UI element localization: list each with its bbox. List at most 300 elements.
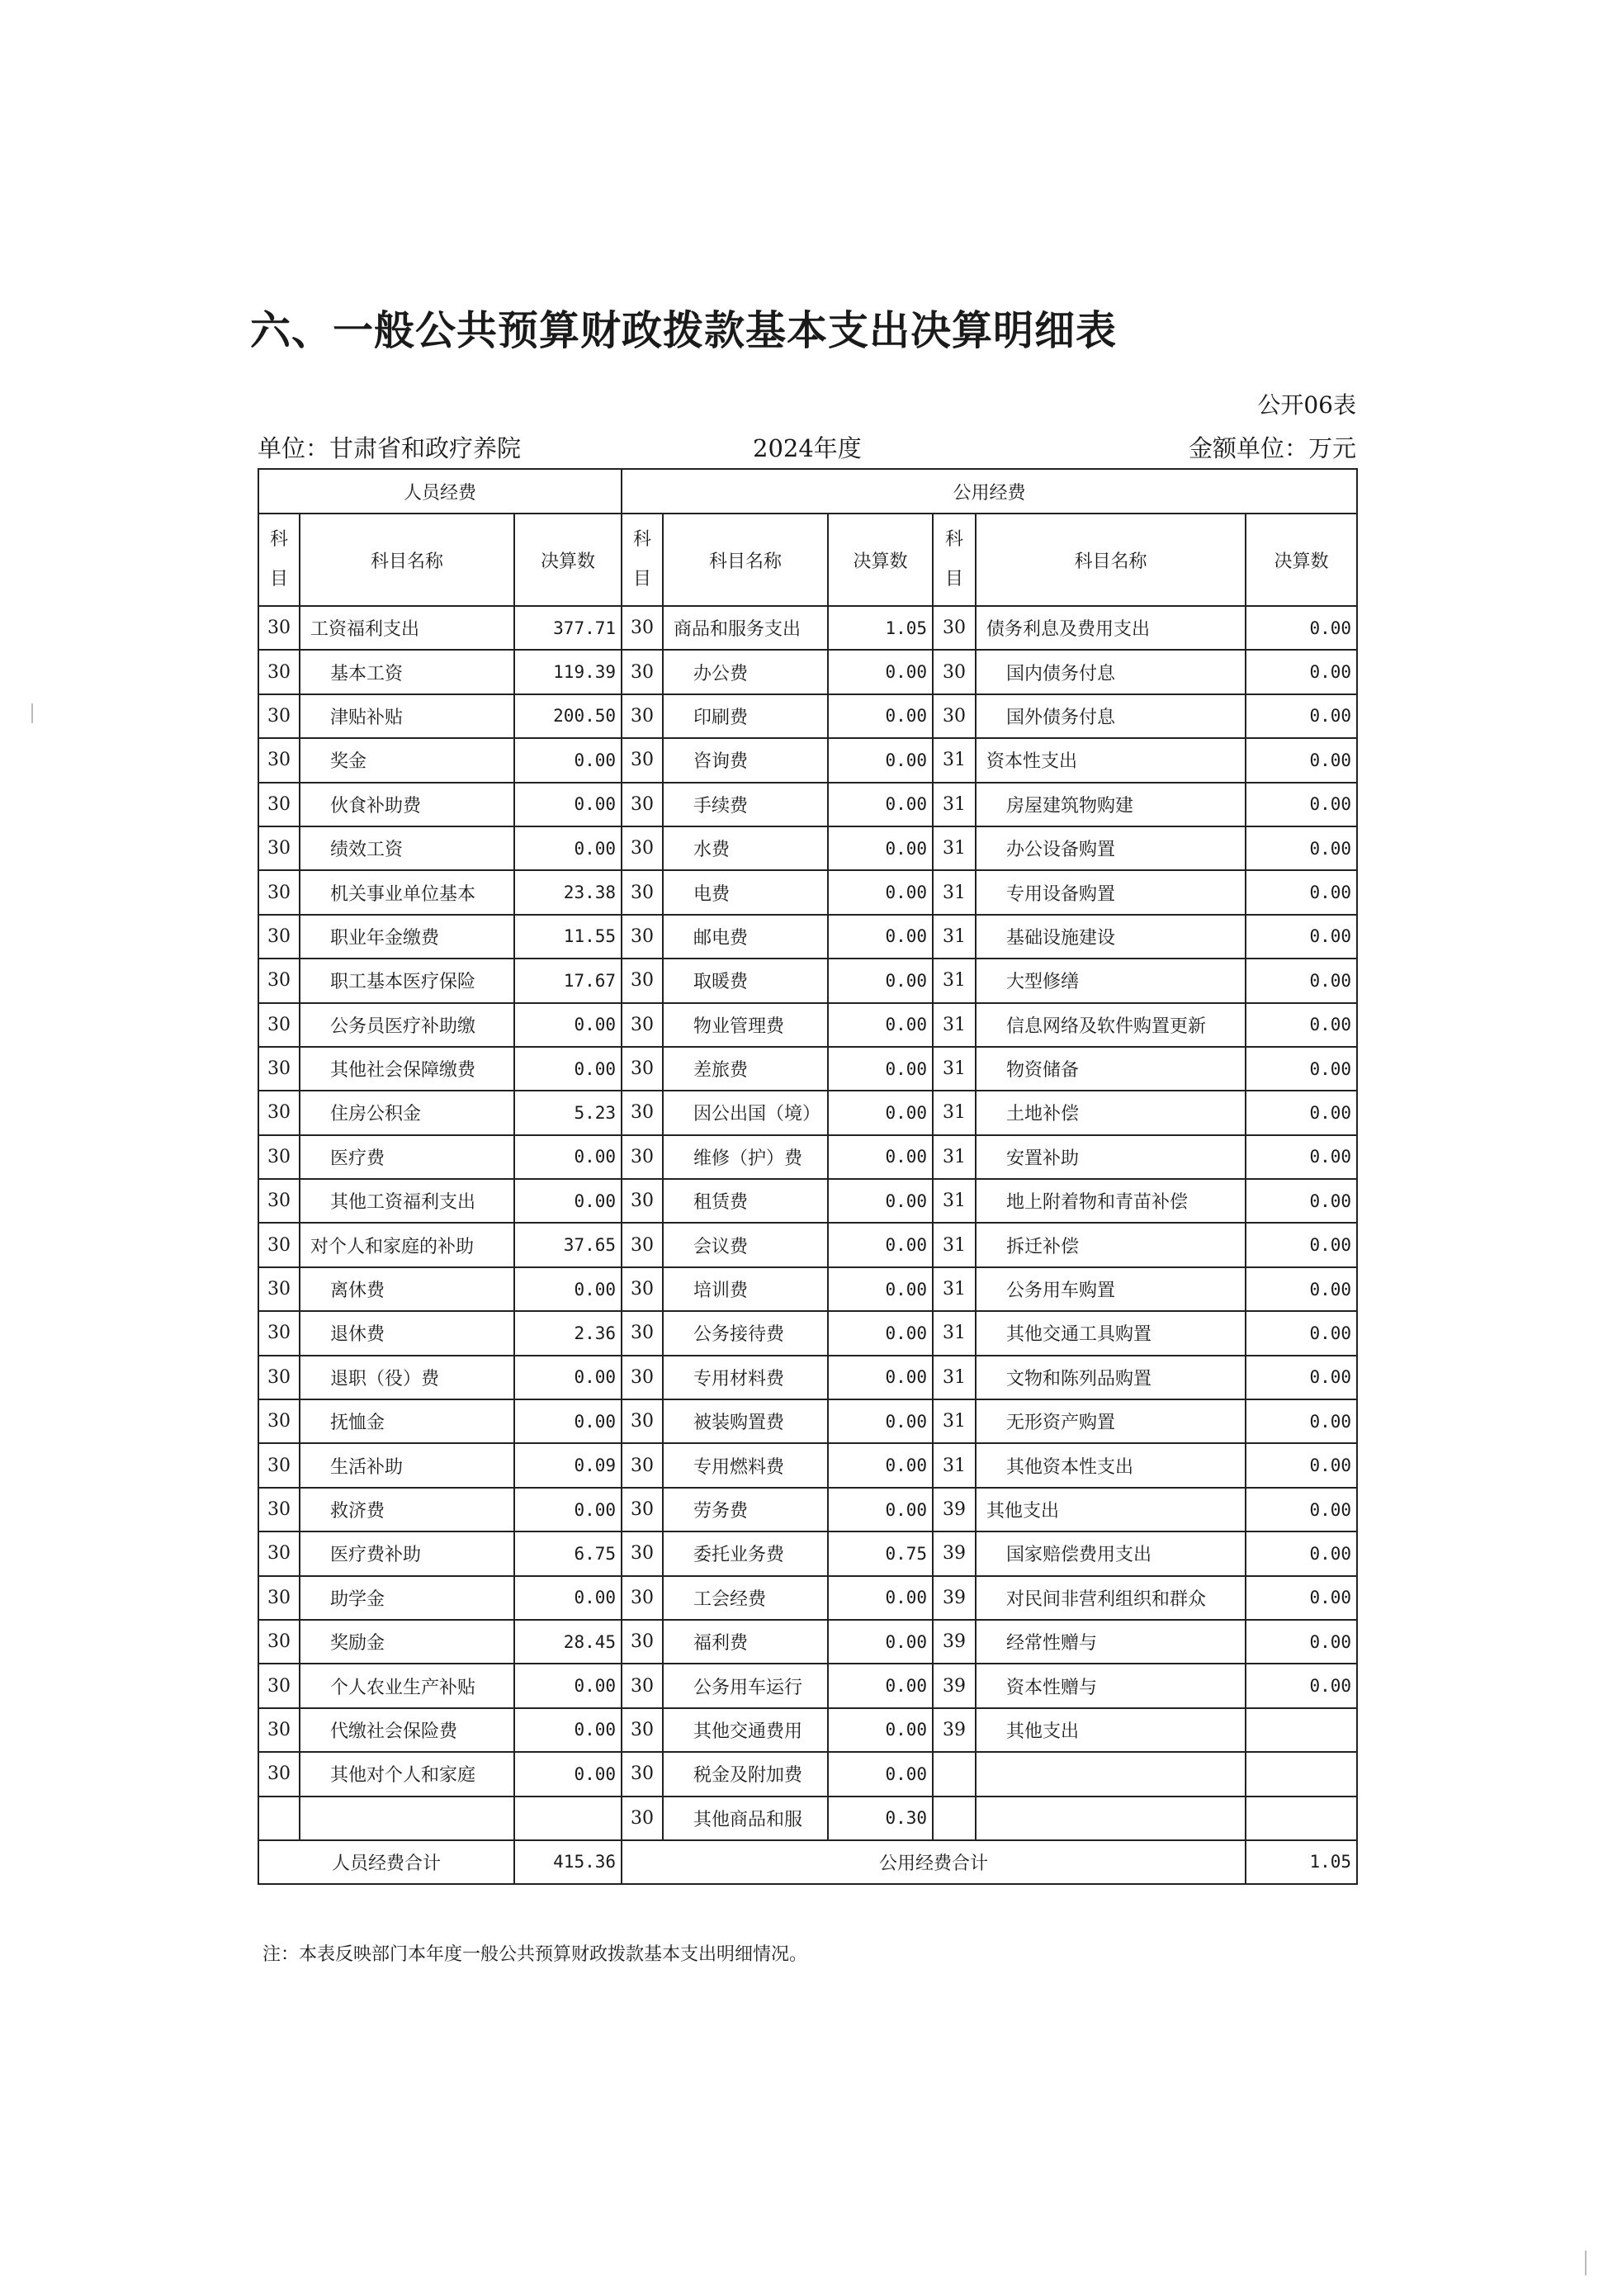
cell-code: 30 (258, 1311, 300, 1355)
cell-amount: 0.00 (828, 959, 933, 1002)
cell-code: 30 (258, 826, 300, 870)
cell-name: 印刷费 (663, 694, 828, 738)
cell-name: 债务利息及费用支出 (976, 606, 1246, 650)
cell-amount: 0.00 (828, 1091, 933, 1134)
cell-code: 30 (622, 1091, 663, 1134)
cell-code: 30 (622, 1531, 663, 1575)
header-name: 科目名称 (300, 514, 514, 606)
cell-name: 基本工资 (300, 650, 514, 694)
cell-code: 30 (258, 959, 300, 1002)
cell-amount: 0.00 (1246, 1356, 1357, 1399)
total-personnel-label: 人员经费合计 (258, 1840, 514, 1884)
cell-code: 30 (933, 694, 976, 738)
cell-amount: 0.00 (1246, 1135, 1357, 1179)
cell-amount: 0.09 (514, 1443, 622, 1487)
cell-code: 30 (933, 606, 976, 650)
cell-amount: 0.00 (514, 783, 622, 826)
cell-amount: 0.00 (828, 1135, 933, 1179)
cell-amount: 0.00 (514, 1003, 622, 1047)
cell-name: 公务用车购置 (976, 1267, 1246, 1311)
cell-amount: 37.65 (514, 1223, 622, 1266)
cell-code: 31 (933, 915, 976, 959)
header-name: 科目名称 (663, 514, 828, 606)
cell-code: 30 (258, 650, 300, 694)
cell-name: 其他工资福利支出 (300, 1179, 514, 1223)
cell-name: 租赁费 (663, 1179, 828, 1223)
table-row (258, 1620, 1357, 1664)
cell-amount: 0.00 (828, 650, 933, 694)
table-row (258, 1708, 1357, 1752)
cell-code: 30 (622, 1488, 663, 1531)
cell-amount: 0.00 (1246, 959, 1357, 1002)
cell-code: 39 (933, 1620, 976, 1664)
cell-amount: 2.36 (514, 1311, 622, 1355)
header-code: 科 目 (622, 514, 663, 606)
cell-code: 31 (933, 870, 976, 914)
cell-name: 个人农业生产补贴 (300, 1664, 514, 1707)
cell-name: 其他支出 (976, 1708, 1246, 1752)
cell-name: 职工基本医疗保险 (300, 959, 514, 1002)
cell-name: 其他支出 (976, 1488, 1246, 1531)
cell-code: 30 (622, 1356, 663, 1399)
cell-name: 差旅费 (663, 1047, 828, 1091)
header-code: 科 目 (258, 514, 300, 606)
cell-code: 30 (622, 1047, 663, 1091)
cell-name: 其他交通费用 (663, 1708, 828, 1752)
cell-amount: 0.75 (828, 1531, 933, 1575)
cell-amount: 0.00 (828, 1399, 933, 1443)
header-amount: 决算数 (1246, 514, 1357, 606)
cell-name: 奖金 (300, 738, 514, 782)
cell-code: 30 (622, 1752, 663, 1796)
group-header-personnel: 人员经费 (258, 469, 622, 514)
cell-amount: 17.67 (514, 959, 622, 1002)
cell-name: 医疗费 (300, 1135, 514, 1179)
cell-amount: 0.00 (1246, 1311, 1357, 1355)
cell-name: 助学金 (300, 1576, 514, 1620)
cell-name: 工资福利支出 (300, 606, 514, 650)
cell-name: 救济费 (300, 1488, 514, 1531)
cell-amount: 23.38 (514, 870, 622, 914)
cell-code: 39 (933, 1576, 976, 1620)
cell-amount: 0.00 (828, 738, 933, 782)
cell-code: 30 (258, 738, 300, 782)
cell-amount: 0.00 (514, 1664, 622, 1707)
cell-name: 国外债务付息 (976, 694, 1246, 738)
cell-code: 30 (622, 1267, 663, 1311)
cell-name: 专用燃料费 (663, 1443, 828, 1487)
cell-code: 30 (622, 1311, 663, 1355)
cell-amount: 0.00 (514, 1267, 622, 1311)
cell-code: 30 (258, 1752, 300, 1796)
cell-amount: 0.00 (514, 1135, 622, 1179)
cell-amount: 0.00 (514, 1488, 622, 1531)
cell-amount: 0.00 (828, 1267, 933, 1311)
cell-name: 地上附着物和青苗补偿 (976, 1179, 1246, 1223)
cell-name: 土地补偿 (976, 1091, 1246, 1134)
cell-code: 30 (622, 1399, 663, 1443)
cell-amount: 0.00 (1246, 783, 1357, 826)
cell-name: 专用设备购置 (976, 870, 1246, 914)
cell-amount: 0.00 (828, 826, 933, 870)
table-row (258, 915, 1357, 959)
cell-code: 30 (258, 1443, 300, 1487)
cell-amount: 0.00 (828, 1356, 933, 1399)
table-row (258, 1311, 1357, 1355)
cell-name: 其他交通工具购置 (976, 1311, 1246, 1355)
cell-amount: 0.00 (1246, 606, 1357, 650)
total-public-label: 公用经费合计 (622, 1840, 1246, 1884)
cell-name: 委托业务费 (663, 1531, 828, 1575)
money-unit-label: 金额单位：万元 (1188, 434, 1356, 462)
cell-name: 资本性支出 (976, 738, 1246, 782)
cell-name: 安置补助 (976, 1135, 1246, 1179)
cell-code: 30 (622, 870, 663, 914)
cell-amount: 0.00 (1246, 1664, 1357, 1707)
cell-code (933, 1752, 976, 1796)
cell-amount: 0.00 (1246, 1576, 1357, 1620)
cell-amount (514, 1797, 622, 1840)
cell-amount: 0.00 (514, 1179, 622, 1223)
cell-name: 其他商品和服 (663, 1797, 828, 1840)
cell-amount: 377.71 (514, 606, 622, 650)
cell-name (976, 1752, 1246, 1796)
table-row (258, 1488, 1357, 1531)
cell-code: 30 (622, 738, 663, 782)
cell-code (258, 1797, 300, 1840)
scan-mark (31, 703, 33, 723)
cell-code: 30 (622, 1620, 663, 1664)
cell-amount: 0.00 (828, 1752, 933, 1796)
cell-code: 31 (933, 1091, 976, 1134)
table-row (258, 1135, 1357, 1179)
cell-code: 31 (933, 738, 976, 782)
cell-code: 30 (622, 1576, 663, 1620)
cell-name: 经常性赠与 (976, 1620, 1246, 1664)
cell-amount: 0.00 (828, 1003, 933, 1047)
cell-code: 31 (933, 1003, 976, 1047)
cell-code: 30 (258, 1135, 300, 1179)
cell-code: 30 (622, 915, 663, 959)
cell-amount: 0.00 (514, 1708, 622, 1752)
cell-amount: 0.00 (828, 1620, 933, 1664)
cell-amount: 0.00 (828, 915, 933, 959)
cell-code: 31 (933, 1179, 976, 1223)
cell-amount: 0.00 (514, 1399, 622, 1443)
header-code: 科 目 (933, 514, 976, 606)
cell-name: 公务接待费 (663, 1311, 828, 1355)
cell-amount: 5.23 (514, 1091, 622, 1134)
cell-amount: 0.00 (1246, 915, 1357, 959)
cell-amount: 11.55 (514, 915, 622, 959)
cell-amount: 0.00 (1246, 870, 1357, 914)
cell-code: 30 (258, 1399, 300, 1443)
cell-name: 物业管理费 (663, 1003, 828, 1047)
cell-code: 30 (933, 650, 976, 694)
cell-code: 31 (933, 1267, 976, 1311)
cell-amount: 0.00 (1246, 1179, 1357, 1223)
cell-code: 30 (622, 1003, 663, 1047)
cell-amount: 0.00 (1246, 1399, 1357, 1443)
table-row (258, 1179, 1357, 1223)
cell-name: 维修（护）费 (663, 1135, 828, 1179)
cell-amount: 0.00 (828, 1179, 933, 1223)
cell-amount: 0.00 (514, 1047, 622, 1091)
table-row (258, 1003, 1357, 1047)
table-row (258, 1399, 1357, 1443)
cell-amount: 0.00 (1246, 1047, 1357, 1091)
cell-name: 伙食补助费 (300, 783, 514, 826)
table-row (258, 650, 1357, 694)
cell-name: 咨询费 (663, 738, 828, 782)
cell-name: 抚恤金 (300, 1399, 514, 1443)
table-row (258, 826, 1357, 870)
cell-amount: 0.00 (514, 1356, 622, 1399)
cell-code: 30 (258, 1488, 300, 1531)
table-row (258, 694, 1357, 738)
cell-code: 30 (622, 1664, 663, 1707)
cell-code: 30 (622, 1179, 663, 1223)
cell-amount: 0.00 (1246, 694, 1357, 738)
cell-code: 30 (622, 959, 663, 1002)
cell-amount: 0.00 (1246, 1267, 1357, 1311)
cell-name: 邮电费 (663, 915, 828, 959)
group-header-public: 公用经费 (622, 469, 1357, 514)
cell-amount: 0.00 (1246, 1488, 1357, 1531)
cell-name: 房屋建筑物购建 (976, 783, 1246, 826)
cell-name: 信息网络及软件购置更新 (976, 1003, 1246, 1047)
cell-name: 代缴社会保险费 (300, 1708, 514, 1752)
cell-name (976, 1797, 1246, 1840)
cell-name: 对民间非营利组织和群众 (976, 1576, 1246, 1620)
cell-amount: 0.00 (1246, 650, 1357, 694)
cell-code: 31 (933, 959, 976, 1002)
table-row (258, 783, 1357, 826)
form-number: 公开06表 (1257, 391, 1356, 419)
cell-name: 专用材料费 (663, 1356, 828, 1399)
cell-amount: 0.00 (1246, 1003, 1357, 1047)
cell-code: 30 (258, 1356, 300, 1399)
cell-amount: 0.00 (828, 1708, 933, 1752)
cell-name: 医疗费补助 (300, 1531, 514, 1575)
cell-name: 其他社会保障缴费 (300, 1047, 514, 1091)
cell-name: 其他对个人和家庭 (300, 1752, 514, 1796)
cell-code: 39 (933, 1664, 976, 1707)
cell-name: 电费 (663, 870, 828, 914)
cell-name: 商品和服务支出 (663, 606, 828, 650)
cell-amount: 0.30 (828, 1797, 933, 1840)
cell-amount: 6.75 (514, 1531, 622, 1575)
cell-code: 30 (258, 1223, 300, 1266)
cell-code: 30 (622, 1443, 663, 1487)
cell-name: 公务员医疗补助缴 (300, 1003, 514, 1047)
table-row (258, 1091, 1357, 1134)
cell-code: 31 (933, 1223, 976, 1266)
cell-amount (1246, 1708, 1357, 1752)
cell-name: 办公费 (663, 650, 828, 694)
cell-name: 基础设施建设 (976, 915, 1246, 959)
cell-amount (1246, 1752, 1357, 1796)
cell-code: 30 (258, 1531, 300, 1575)
cell-amount: 0.00 (1246, 1620, 1357, 1664)
cell-amount: 0.00 (828, 783, 933, 826)
cell-amount: 28.45 (514, 1620, 622, 1664)
cell-code: 30 (622, 1135, 663, 1179)
table-row (258, 1664, 1357, 1707)
cell-name: 文物和陈列品购置 (976, 1356, 1246, 1399)
cell-amount: 0.00 (828, 1047, 933, 1091)
cell-code: 31 (933, 1311, 976, 1355)
table-row (258, 1752, 1357, 1796)
cell-code: 31 (933, 1135, 976, 1179)
cell-amount: 0.00 (828, 870, 933, 914)
cell-code: 39 (933, 1531, 976, 1575)
cell-amount: 0.00 (1246, 1091, 1357, 1134)
cell-code: 30 (258, 1179, 300, 1223)
cell-name: 培训费 (663, 1267, 828, 1311)
header-amount: 决算数 (828, 514, 933, 606)
cell-code: 30 (258, 1576, 300, 1620)
cell-code: 31 (933, 1047, 976, 1091)
cell-name: 其他资本性支出 (976, 1443, 1246, 1487)
total-public-value: 1.05 (1246, 1840, 1357, 1884)
cell-name: 劳务费 (663, 1488, 828, 1531)
cell-amount: 0.00 (1246, 826, 1357, 870)
cell-name: 因公出国（境） (663, 1091, 828, 1134)
cell-name: 奖励金 (300, 1620, 514, 1664)
meta-row (258, 430, 1356, 463)
cell-code: 30 (622, 783, 663, 826)
cell-name: 福利费 (663, 1620, 828, 1664)
page-title: 六、一般公共预算财政拨款基本支出决算明细表 (250, 307, 1118, 354)
group-header-row (258, 469, 1357, 514)
cell-amount: 0.00 (828, 1443, 933, 1487)
expenditure-table (258, 468, 1358, 1885)
cell-code: 31 (933, 783, 976, 826)
cell-amount: 0.00 (1246, 1223, 1357, 1266)
header-name: 科目名称 (976, 514, 1246, 606)
cell-amount: 0.00 (828, 1664, 933, 1707)
footnote: 注：本表反映部门本年度一般公共预算财政拨款基本支出明细情况。 (262, 1944, 808, 1965)
table-row (258, 959, 1357, 1002)
cell-code: 30 (622, 694, 663, 738)
cell-code: 30 (258, 1620, 300, 1664)
cell-code: 39 (933, 1708, 976, 1752)
cell-amount: 0.00 (828, 694, 933, 738)
cell-code: 30 (258, 694, 300, 738)
totals-row (258, 1840, 1357, 1884)
cell-name: 对个人和家庭的补助 (300, 1223, 514, 1266)
cell-name: 办公设备购置 (976, 826, 1246, 870)
table-row (258, 1267, 1357, 1311)
cell-name: 会议费 (663, 1223, 828, 1266)
cell-name: 绩效工资 (300, 826, 514, 870)
cell-amount: 0.00 (514, 1752, 622, 1796)
cell-amount: 0.00 (514, 738, 622, 782)
cell-code: 31 (933, 1356, 976, 1399)
year-label: 2024年度 (753, 434, 862, 462)
cell-code: 31 (933, 826, 976, 870)
cell-code: 30 (622, 826, 663, 870)
cell-name: 被装购置费 (663, 1399, 828, 1443)
cell-name: 生活补助 (300, 1443, 514, 1487)
cell-name: 离休费 (300, 1267, 514, 1311)
cell-name: 公务用车运行 (663, 1664, 828, 1707)
cell-name: 退休费 (300, 1311, 514, 1355)
cell-name: 机关事业单位基本 (300, 870, 514, 914)
cell-amount: 0.00 (828, 1223, 933, 1266)
column-header-row (258, 514, 1357, 606)
cell-code: 30 (622, 650, 663, 694)
cell-name: 职业年金缴费 (300, 915, 514, 959)
cell-code: 30 (622, 606, 663, 650)
cell-name: 工会经费 (663, 1576, 828, 1620)
cell-amount: 0.00 (828, 1311, 933, 1355)
scan-mark (1585, 2251, 1587, 2275)
cell-name: 税金及附加费 (663, 1752, 828, 1796)
cell-name: 资本性赠与 (976, 1664, 1246, 1707)
cell-amount: 0.00 (828, 1576, 933, 1620)
cell-name: 无形资产购置 (976, 1399, 1246, 1443)
cell-name: 拆迁补偿 (976, 1223, 1246, 1266)
table-row (258, 1576, 1357, 1620)
cell-name: 住房公积金 (300, 1091, 514, 1134)
table-row (258, 606, 1357, 650)
cell-amount: 0.00 (514, 826, 622, 870)
cell-code (933, 1797, 976, 1840)
header-amount: 决算数 (514, 514, 622, 606)
cell-code: 30 (258, 1708, 300, 1752)
cell-code: 30 (622, 1797, 663, 1840)
unit-label: 单位：甘肃省和政疗养院 (258, 434, 522, 462)
cell-amount: 0.00 (514, 1576, 622, 1620)
cell-code: 30 (622, 1223, 663, 1266)
cell-name: 津贴补贴 (300, 694, 514, 738)
cell-name: 取暖费 (663, 959, 828, 1002)
cell-code: 31 (933, 1399, 976, 1443)
cell-amount: 0.00 (1246, 1531, 1357, 1575)
cell-name: 国家赔偿费用支出 (976, 1531, 1246, 1575)
cell-amount: 0.00 (1246, 738, 1357, 782)
cell-name: 水费 (663, 826, 828, 870)
cell-code: 30 (258, 870, 300, 914)
table-row (258, 1531, 1357, 1575)
cell-amount: 1.05 (828, 606, 933, 650)
table-row (258, 738, 1357, 782)
cell-code: 30 (258, 783, 300, 826)
table-row (258, 1443, 1357, 1487)
cell-code: 31 (933, 1443, 976, 1487)
cell-name: 大型修缮 (976, 959, 1246, 1002)
cell-code: 30 (258, 1091, 300, 1134)
table-row (258, 1797, 1357, 1840)
table-row (258, 1356, 1357, 1399)
cell-amount: 119.39 (514, 650, 622, 694)
cell-code: 30 (258, 1664, 300, 1707)
cell-name: 国内债务付息 (976, 650, 1246, 694)
cell-code: 30 (258, 1267, 300, 1311)
cell-name: 退职（役）费 (300, 1356, 514, 1399)
cell-name: 手续费 (663, 783, 828, 826)
cell-name: 物资储备 (976, 1047, 1246, 1091)
cell-code: 30 (622, 1708, 663, 1752)
cell-amount: 0.00 (828, 1488, 933, 1531)
cell-code: 30 (258, 1047, 300, 1091)
cell-amount: 200.50 (514, 694, 622, 738)
table-row (258, 870, 1357, 914)
table-row (258, 1223, 1357, 1266)
cell-code: 30 (258, 606, 300, 650)
